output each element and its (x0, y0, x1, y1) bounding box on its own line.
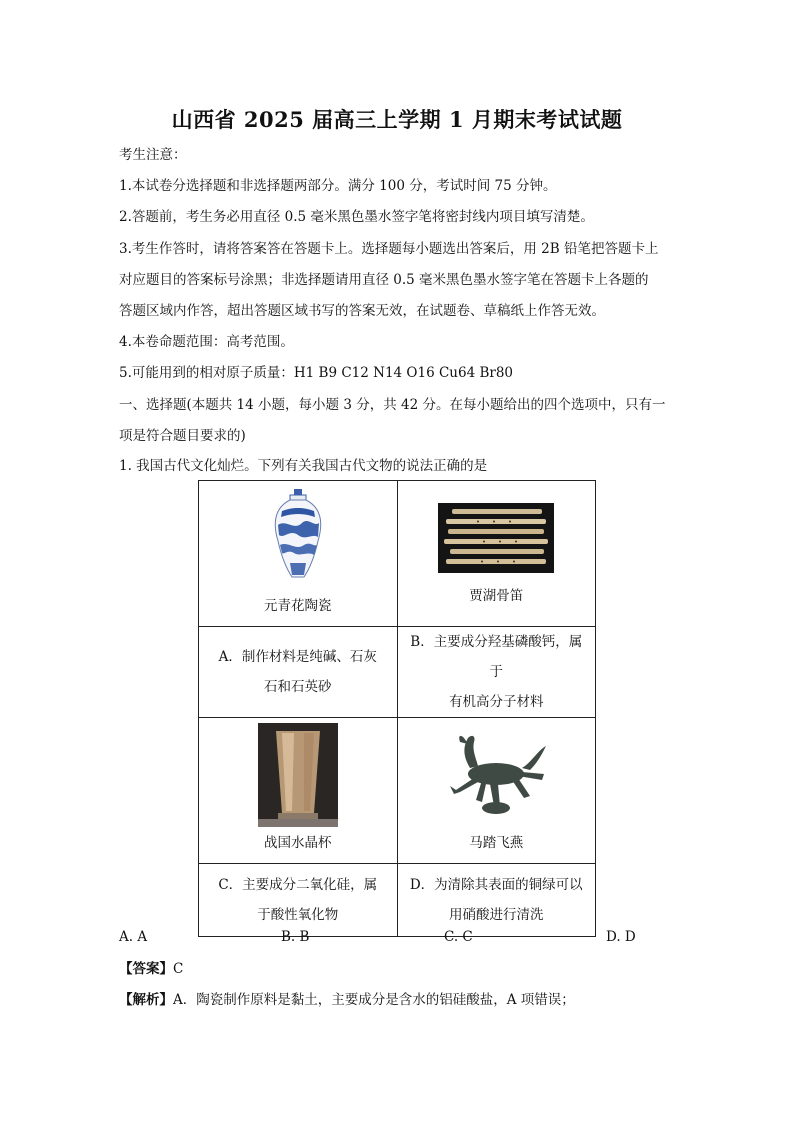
option-a-line-1: A．制作材料是纯碱、石灰 (218, 649, 377, 665)
analysis-text: A．陶瓷制作原料是黏土，主要成分是含水的铝硅酸盐，A 项错误； (173, 992, 575, 1008)
analysis-line (119, 991, 575, 1009)
choice-d: D. D (606, 929, 636, 945)
section-heading-cont: 项是符合题目要求的) (119, 428, 246, 444)
notice-item-3-cont-1: 对应题目的答案标号涂黑；非选择题请用直径 0.5 毫米黑色墨水签字笔在答题卡上各题的 (119, 272, 649, 288)
option-d-line-2: 用硝酸进行清洗 (449, 907, 544, 923)
notice-item-4: 4.本卷命题范围：高考范围。 (119, 334, 294, 350)
caption-flying-horse: 马踏飞燕 (469, 835, 524, 851)
answer-line (119, 960, 183, 978)
notice-item-2: 2.答题前，考生务必用直径 0.5 毫米黑色墨水签字笔将密封线内项目填写清楚。 (119, 209, 594, 225)
option-d-cell (397, 864, 596, 937)
option-b-line-1: B．主要成分羟基磷酸钙，属于 (410, 634, 583, 680)
section-heading: 一、选择题(本题共 14 小题，每小题 3 分，共 42 分。在每小题给出的四个选项中，只有一 (119, 397, 666, 413)
notice-item-5: 5.可能用到的相对原子质量：H1 B9 C12 N14 O16 Cu64 Br80 (119, 365, 513, 381)
notice-heading: 考生注意： (119, 147, 187, 163)
cell-porcelain (199, 481, 398, 627)
option-c-line-2: 于酸性氧化物 (257, 907, 339, 923)
page-title: 山西省 2025 届高三上学期 1 月期末考试试题 (171, 107, 623, 132)
artifact-table (198, 480, 596, 937)
choice-a: A. A (119, 929, 148, 945)
option-b-cell (397, 627, 596, 718)
answer-value: C (173, 961, 184, 977)
blue-white-vase-image (268, 489, 328, 581)
answer-label: 【答案】 (119, 961, 173, 977)
caption-porcelain: 元青花陶瓷 (264, 598, 332, 614)
analysis-label: 【解析】 (119, 992, 173, 1008)
notice-item-1: 1.本试卷分选择题和非选择题两部分。满分 100 分，考试时间 75 分钟。 (119, 178, 557, 194)
bone-flute-image (438, 503, 554, 573)
cell-crystal-cup (199, 718, 398, 864)
option-a-cell (199, 627, 398, 718)
flying-horse-image (438, 728, 554, 822)
option-a-line-2: 石和石英砂 (264, 679, 332, 695)
question-1-stem: 1. 我国古代文化灿烂。下列有关我国古代文物的说法正确的是 (119, 458, 488, 474)
option-c-line-1: C．主要成分二氧化硅，属 (218, 877, 378, 893)
option-d-line-1: D．为清除其表面的铜绿可以 (409, 877, 583, 893)
notice-item-3: 3.考生作答时，请将答案答在答题卡上。选择题每小题选出答案后，用 2B 铅笔把答题卡上 (119, 241, 659, 257)
option-c-cell (199, 864, 398, 937)
notice-item-3-cont-2: 答题区域内作答，超出答题区域书写的答案无效，在试题卷、草稿纸上作答无效。 (119, 303, 605, 319)
option-b-line-2: 有机高分子材料 (449, 694, 544, 710)
cell-flying-horse (397, 718, 596, 864)
choice-b: B. B (281, 929, 310, 945)
crystal-cup-image (258, 723, 338, 827)
caption-crystal-cup: 战国水晶杯 (264, 835, 332, 851)
caption-bone-flute: 贾湖骨笛 (469, 588, 524, 604)
cell-bone-flute (397, 481, 596, 627)
choice-c: C. C (444, 929, 473, 945)
